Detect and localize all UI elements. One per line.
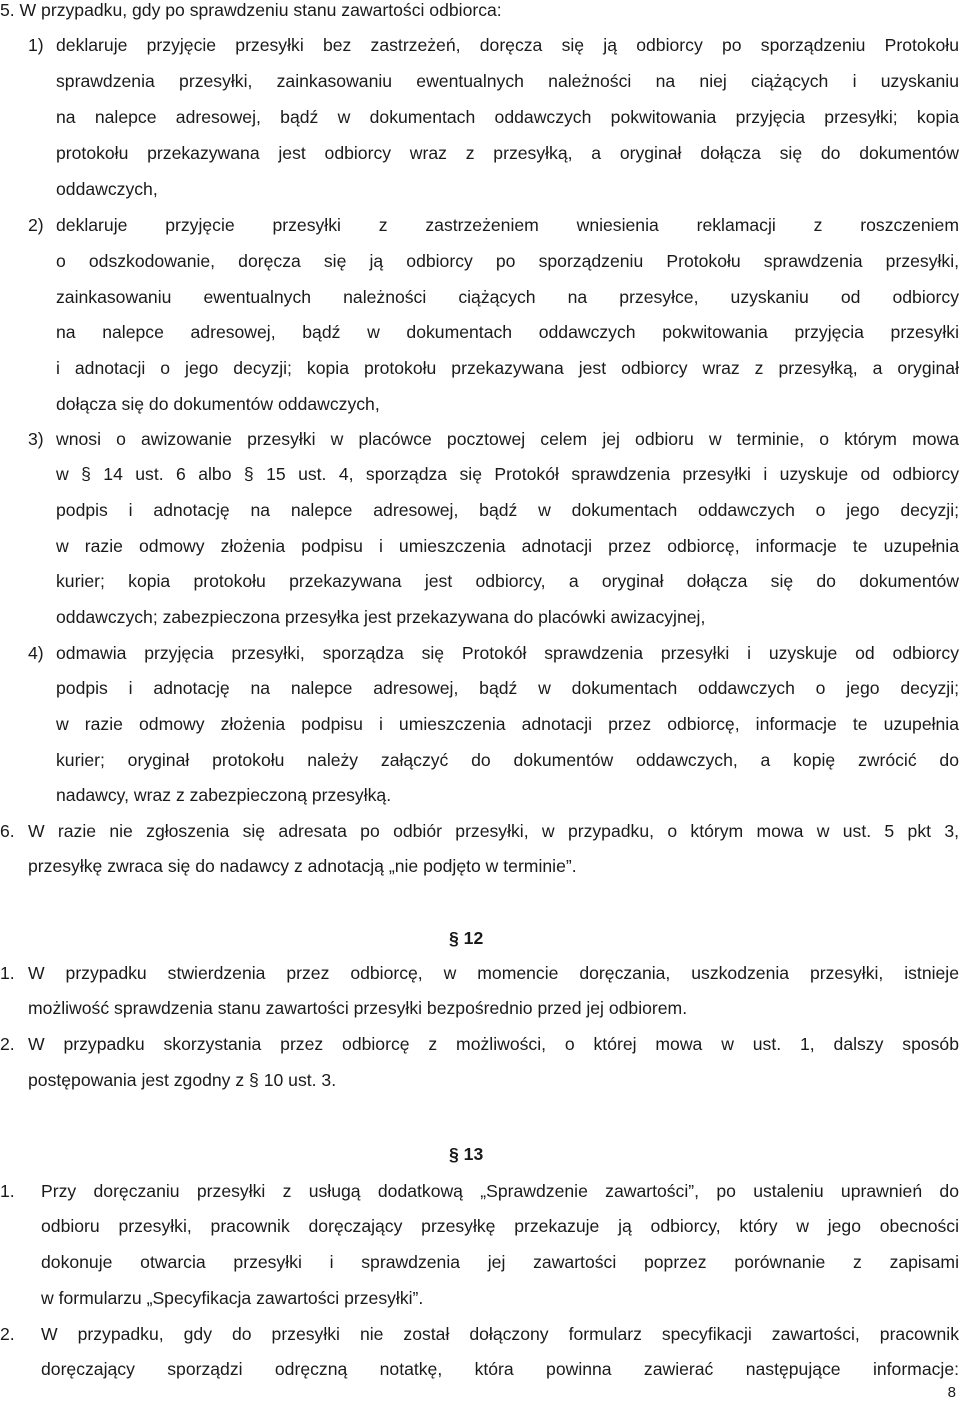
item-line: w § 14 ust. 6 albo § 15 ust. 4, sporządza się Protokół sprawdzenia przesyłki i uzyskuje od odbiorcy xyxy=(56,464,959,484)
paragraph-line: Przy doręczaniu przesyłki z usługą dodatkową „Sprawdzenie zawartości”, po ustaleniu uprawnień do xyxy=(41,1181,959,1201)
item-line: kurier; kopia protokołu przekazywana jest odbiorcy, a oryginał dołącza się do dokumentów xyxy=(56,571,959,591)
item-line: i adnotacji o jego decyzji; kopia protokołu przekazywana jest odbiorcy wraz z przesyłką, a oryginał xyxy=(56,358,959,378)
paragraph-marker: 1. xyxy=(0,963,15,983)
paragraph-5-intro: 5. W przypadku, gdy po sprawdzeniu stanu zawartości odbiorca: xyxy=(0,0,502,20)
paragraph-line: postępowania jest zgodny z § 10 ust. 3. xyxy=(28,1070,337,1090)
item-line: oddawczych, xyxy=(56,179,158,199)
paragraph-marker: 2. xyxy=(0,1324,15,1344)
paragraph-line: W razie nie zgłoszenia się adresata po odbiór przesyłki, w przypadku, o którym mowa w ust. 5 pkt 3, xyxy=(28,821,959,841)
item-line: na nalepce adresowej, bądź w dokumentach oddawczych pokwitowania przyjęcia przesyłki xyxy=(56,322,959,342)
item-marker: 2) xyxy=(28,215,44,235)
item-line: wnosi o awizowanie przesyłki w placówce pocztowej celem jej odbioru w terminie, o którym mowa xyxy=(56,429,959,449)
item-line: podpis i adnotację na nalepce adresowej, bądź w dokumentach oddawczych o jego decyzji; xyxy=(56,678,959,698)
item-line: dołącza się do dokumentów oddawczych, xyxy=(56,394,380,414)
paragraph-line: W przypadku, gdy do przesyłki nie został dołączony formularz specyfikacji zawartości, pracownik xyxy=(41,1324,959,1344)
item-line: podpis i adnotację na nalepce adresowej, bądź w dokumentach oddawczych o jego decyzji; xyxy=(56,500,959,520)
item-line: o odszkodowanie, doręcza się ją odbiorcy po sporządzeniu Protokołu sprawdzenia przesyłki, xyxy=(56,251,959,271)
item-line: nadawcy, wraz z zabezpieczoną przesyłką. xyxy=(56,785,392,805)
page-number: 8 xyxy=(947,1384,956,1401)
item-line: oddawczych; zabezpieczona przesyłka jest przekazywana do placówki awizacyjnej, xyxy=(56,607,706,627)
item-line: odmawia przyjęcia przesyłki, sporządza się Protokół sprawdzenia przesyłki i uzyskuje od odbiorcy xyxy=(56,643,959,663)
paragraph-line: dokonuje otwarcia przesyłki i sprawdzenia jej zawartości poprzez porównanie z zapisami xyxy=(41,1252,959,1272)
item-marker: 4) xyxy=(28,643,44,663)
paragraph-marker: 6. xyxy=(0,821,15,841)
paragraph-line: W przypadku stwierdzenia przez odbiorcę, w momencie doręczania, uszkodzenia przesyłki, istnieje xyxy=(28,963,959,983)
item-line: deklaruje przyjęcie przesyłki z zastrzeżeniem wniesienia reklamacji z roszczeniem xyxy=(56,215,959,235)
item-marker: 1) xyxy=(28,35,44,55)
paragraph-line: doręczający sporządzi odręczną notatkę, która powinna zawierać następujące informacje: xyxy=(41,1359,959,1379)
paragraph-line: przesyłkę zwraca się do nadawcy z adnotacją „nie podjęto w terminie”. xyxy=(28,856,577,876)
item-line: w razie odmowy złożenia podpisu i umieszczenia adnotacji przez odbiorcę, informacje te uzupełnia xyxy=(56,714,959,734)
item-line: na nalepce adresowej, bądź w dokumentach oddawczych pokwitowania przyjęcia przesyłki; kopia xyxy=(56,107,959,127)
paragraph-line: W przypadku skorzystania przez odbiorcę z możliwości, o której mowa w ust. 1, dalszy sposób xyxy=(28,1034,959,1054)
item-line: sprawdzenia przesyłki, zainkasowaniu ewentualnych należności na niej ciążących i uzyskaniu xyxy=(56,71,959,91)
item-line: deklaruje przyjęcie przesyłki bez zastrzeżeń, doręcza się ją odbiorcy po sporządzeniu Protokołu xyxy=(56,35,959,55)
paragraph-line: odbioru przesyłki, pracownik doręczający przesyłkę przekazuje ją odbiorcy, który w jego obecności xyxy=(41,1216,959,1236)
paragraph-marker: 2. xyxy=(0,1034,15,1054)
item-line: protokołu przekazywana jest odbiorcy wraz z przesyłką, a oryginał dołącza się do dokumentów xyxy=(56,143,959,163)
paragraph-line: w formularzu „Specyfikacja zawartości przesyłki”. xyxy=(41,1288,424,1308)
section-heading-12: § 12 xyxy=(449,928,484,948)
item-line: zainkasowaniu ewentualnych należności ciążących na przesyłce, uzyskaniu od odbiorcy xyxy=(56,287,959,307)
item-line: w razie odmowy złożenia podpisu i umieszczenia adnotacji przez odbiorcę, informacje te uzupełnia xyxy=(56,536,959,556)
paragraph-line: możliwość sprawdzenia stanu zawartości przesyłki bezpośrednio przed jej odbiorem. xyxy=(28,998,688,1018)
section-heading-13: § 13 xyxy=(449,1144,484,1164)
item-marker: 3) xyxy=(28,429,44,449)
item-line: kurier; oryginał protokołu należy załączyć do dokumentów oddawczych, a kopię zwrócić do xyxy=(56,750,959,770)
paragraph-marker: 1. xyxy=(0,1181,15,1201)
